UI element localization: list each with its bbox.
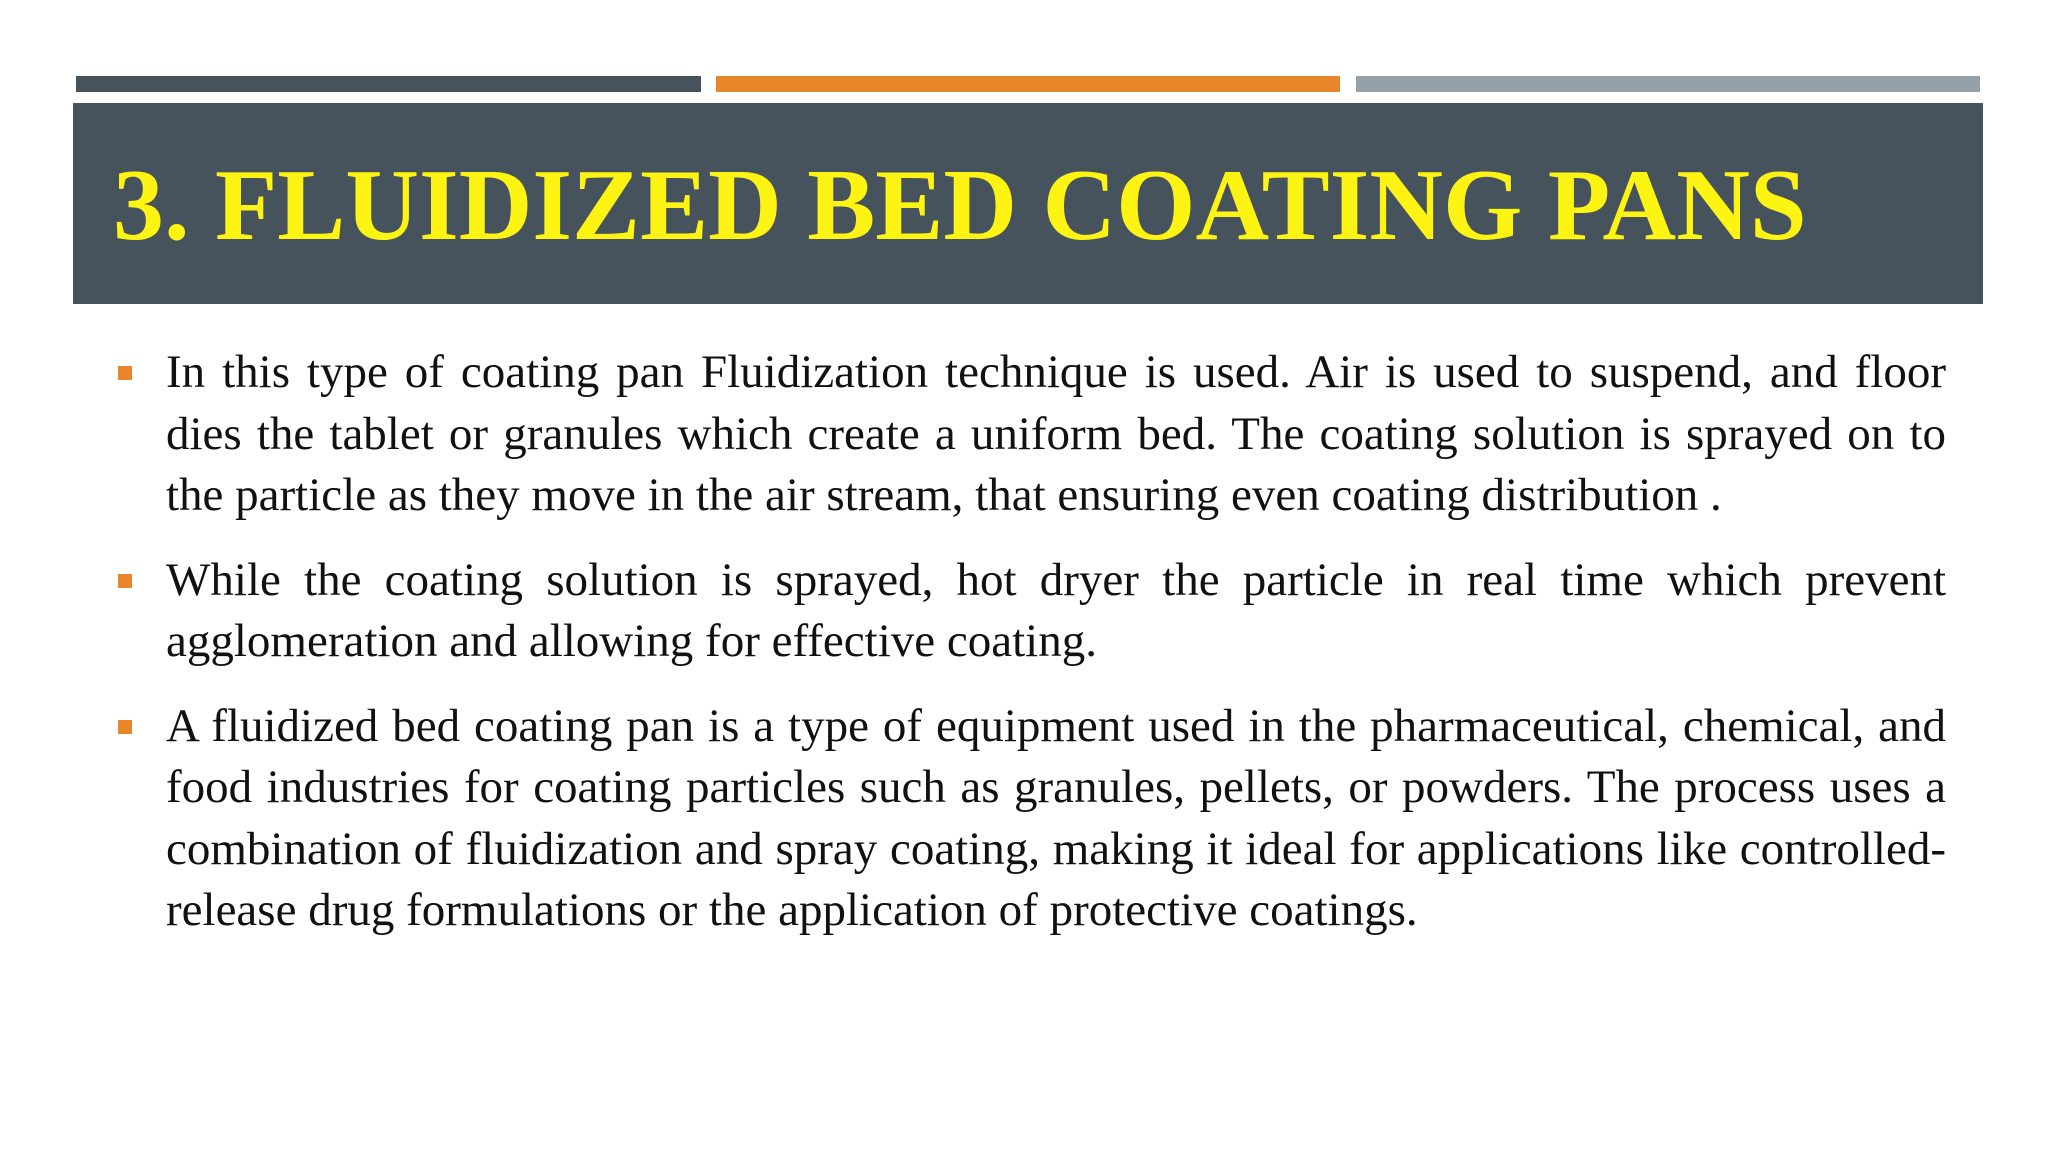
slide-title: 3. FLUIDIZED BED COATING PANS bbox=[113, 148, 1807, 262]
square-bullet-icon bbox=[118, 366, 132, 380]
bullet-item bbox=[114, 696, 1946, 942]
bullet-item bbox=[114, 550, 1946, 673]
bullet-list bbox=[114, 342, 1946, 965]
bullet-text: While the coating solution is sprayed, hot dryer the particle in real time which prevent agglomeration and allowing for effective coating. bbox=[166, 553, 1946, 667]
accent-bar-dark bbox=[76, 76, 701, 92]
bullet-text: A fluidized bed coating pan is a type of equipment used in the pharmaceutical, chemical, and food industries for coating particles such as granules, pellets, or powders. The process uses a combination of fluidization and spray coating, making it ideal for applications like controlled-release drug formulations or the application of protective coatings. bbox=[166, 699, 1946, 936]
square-bullet-icon bbox=[118, 574, 132, 588]
title-band bbox=[73, 103, 1983, 304]
square-bullet-icon bbox=[118, 720, 132, 734]
accent-bar-orange bbox=[716, 76, 1340, 92]
accent-bar-gray bbox=[1356, 76, 1980, 92]
bullet-text: In this type of coating pan Fluidization technique is used. Air is used to suspend, and floor dies the tablet or granules which create a uniform bed. The coating solution is sprayed on to the particle as they move in the air stream, that ensuring even coating distribution . bbox=[166, 346, 1946, 521]
bullet-item bbox=[114, 342, 1946, 527]
